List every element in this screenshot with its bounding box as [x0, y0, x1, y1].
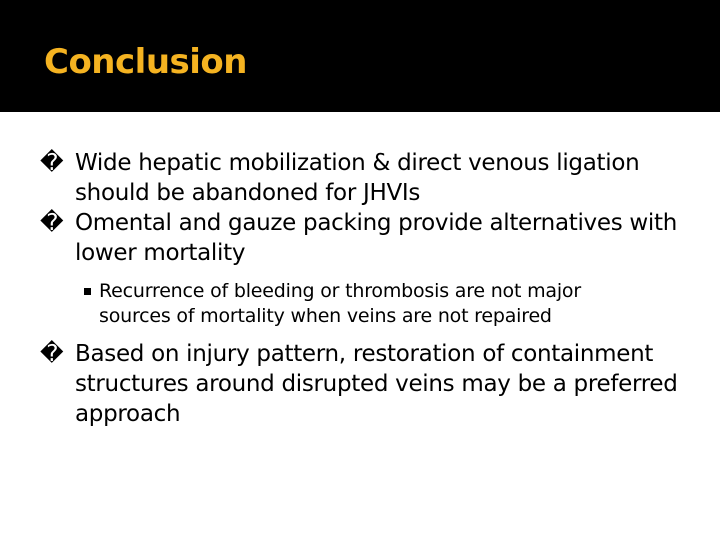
bullet-text: Wide hepatic mobilization & direct venous ligation should be abandoned for JHVIs — [75, 150, 640, 206]
bullet-item — [40, 208, 690, 268]
square-bullet-icon — [84, 288, 91, 295]
bullet-item — [40, 339, 690, 429]
bullet-text: Based on injury pattern, restoration of containment structures around disrupted veins may be a preferred approach — [75, 341, 678, 427]
slide-title: Conclusion — [44, 42, 247, 82]
sub-bullet-text: Recurrence of bleeding or thrombosis are not major sources of mortality when veins are not repaired — [99, 280, 581, 327]
bullet-glyph-icon: � — [40, 210, 64, 236]
bullet-glyph-icon: � — [40, 341, 64, 367]
title-bar — [0, 0, 720, 112]
bullet-text: Omental and gauze packing provide alternatives with lower mortality — [75, 210, 677, 266]
slide-body — [40, 148, 690, 429]
sub-bullet-item — [84, 279, 639, 329]
bullet-glyph-icon: � — [40, 150, 64, 176]
bullet-item — [40, 148, 690, 208]
